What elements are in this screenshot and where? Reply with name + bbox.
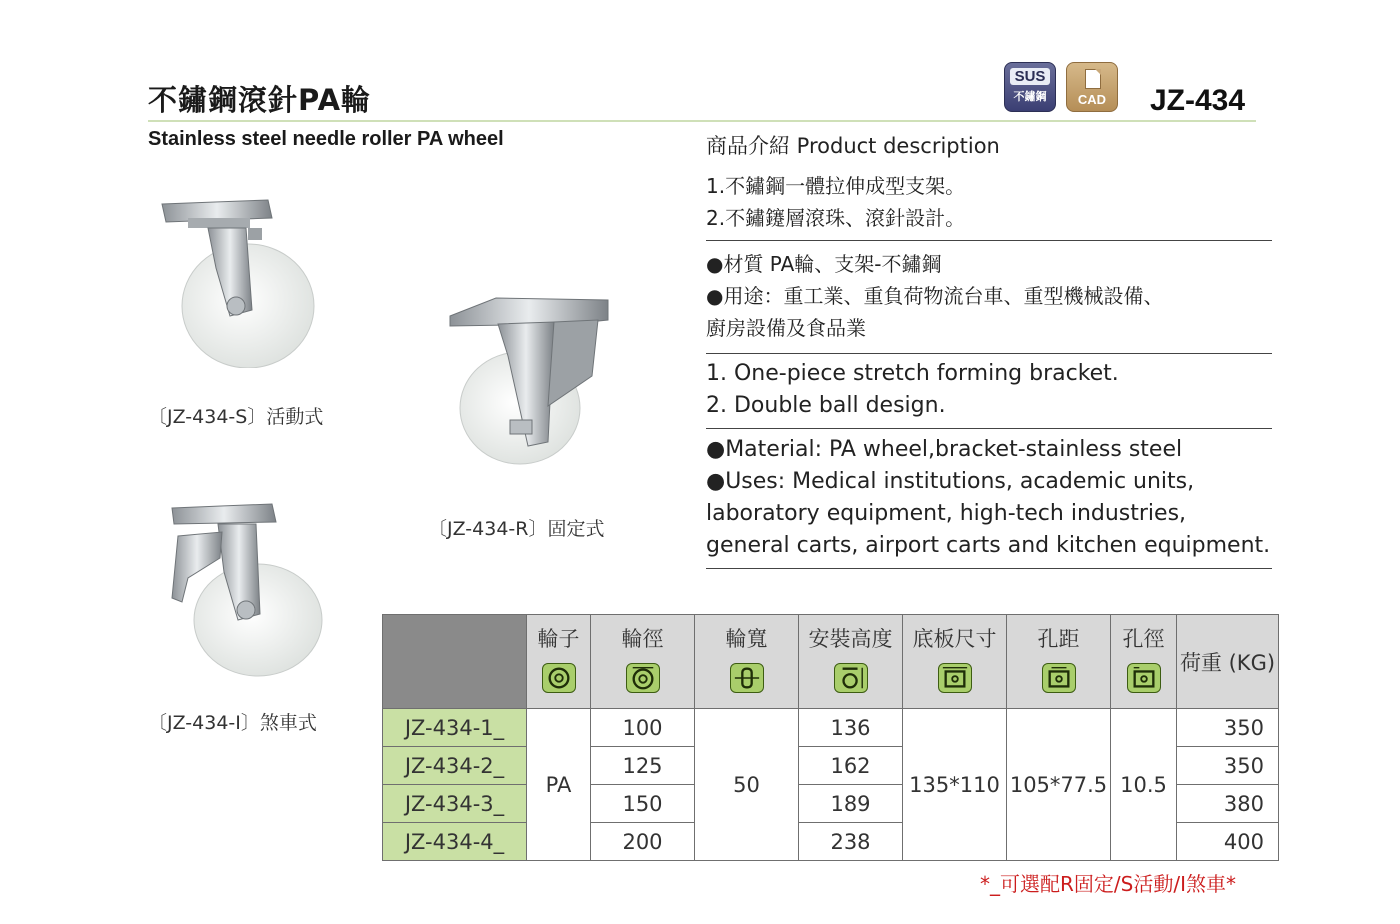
header-label: 荷重 (KG) bbox=[1179, 650, 1276, 675]
model-number: JZ-434 bbox=[1150, 84, 1246, 117]
en-feature-1: 1. One-piece stretch forming bracket. bbox=[706, 361, 1119, 386]
wheel-material-cell: PA bbox=[527, 709, 591, 861]
header-load bbox=[1177, 615, 1279, 709]
hole-spacing-icon bbox=[1042, 663, 1076, 693]
height-cell: 162 bbox=[799, 747, 903, 785]
height-cell: 189 bbox=[799, 785, 903, 823]
model-cell: JZ-434-4_ bbox=[383, 823, 527, 861]
description-heading: 商品介紹 Product description bbox=[706, 134, 1000, 158]
header-diameter bbox=[591, 615, 695, 709]
option-footnote: *_可選配R固定/S活動/I煞車* bbox=[980, 872, 1236, 896]
description-divider bbox=[706, 568, 1272, 569]
height-cell: 136 bbox=[799, 709, 903, 747]
zh-material: ●材質 PA輪、支架-不鏽鋼 bbox=[706, 252, 942, 276]
header-wheel bbox=[527, 615, 591, 709]
header-mount-height bbox=[799, 615, 903, 709]
header-label: 安裝高度 bbox=[808, 627, 893, 651]
table-header-row bbox=[383, 615, 1279, 709]
diameter-cell: 200 bbox=[591, 823, 695, 861]
sus-badge-sublabel: 不鏽鋼 bbox=[1013, 90, 1047, 103]
document-icon bbox=[1085, 69, 1101, 89]
sus-badge-label: SUS bbox=[1010, 68, 1050, 85]
swivel-caster-image bbox=[160, 198, 320, 368]
load-cell: 380 bbox=[1177, 785, 1279, 823]
caption-brake: 〔JZ-434-I〕煞車式 bbox=[148, 712, 317, 734]
hole-diameter-cell: 10.5 bbox=[1111, 709, 1177, 861]
header-label: 底板尺寸 bbox=[912, 627, 997, 651]
en-uses-line-3: general carts, airport carts and kitchen equipment. bbox=[706, 533, 1271, 558]
zh-features bbox=[706, 170, 1272, 234]
load-cell: 400 bbox=[1177, 823, 1279, 861]
brake-caster-image bbox=[164, 502, 328, 678]
en-spec bbox=[706, 434, 1272, 562]
zh-uses-line-1: ●用途：重工業、重負荷物流台車、重型機械設備、 bbox=[706, 284, 1164, 308]
spec-table bbox=[382, 614, 1279, 861]
table-row bbox=[383, 709, 1279, 747]
caption-swivel: 〔JZ-434-S〕活動式 bbox=[148, 406, 324, 428]
header-plate-size bbox=[903, 615, 1007, 709]
model-cell: JZ-434-2_ bbox=[383, 747, 527, 785]
header-width bbox=[695, 615, 799, 709]
header-label: 輪子 bbox=[537, 627, 580, 651]
diameter-cell: 150 bbox=[591, 785, 695, 823]
hole-spacing-cell: 105*77.5 bbox=[1007, 709, 1111, 861]
page-subtitle: Stainless steel needle roller PA wheel bbox=[148, 128, 504, 150]
en-uses-line-1: ●Uses: Medical institutions, academic units, bbox=[706, 469, 1195, 494]
cad-download-button[interactable] bbox=[1066, 62, 1118, 112]
load-cell: 350 bbox=[1177, 709, 1279, 747]
plate-size-icon bbox=[938, 663, 972, 693]
mount-height-icon bbox=[834, 663, 868, 693]
en-features bbox=[706, 358, 1272, 422]
wheel-icon bbox=[542, 663, 576, 693]
header-label: 輪徑 bbox=[621, 627, 664, 651]
page-title: 不鏽鋼滾針PA輪 bbox=[148, 83, 372, 117]
header-label: 孔徑 bbox=[1122, 627, 1165, 651]
cad-label: CAD bbox=[1077, 92, 1107, 107]
caption-rigid: 〔JZ-434-R〕固定式 bbox=[428, 518, 605, 540]
rigid-caster-image bbox=[448, 296, 612, 466]
zh-spec bbox=[706, 248, 1272, 344]
diameter-cell: 100 bbox=[591, 709, 695, 747]
height-cell: 238 bbox=[799, 823, 903, 861]
header-label: 孔距 bbox=[1037, 627, 1080, 651]
wheel-width-icon bbox=[730, 663, 764, 693]
plate-size-cell: 135*110 bbox=[903, 709, 1007, 861]
en-feature-2: 2. Double ball design. bbox=[706, 393, 946, 418]
header-label: 輪寬 bbox=[725, 627, 768, 651]
zh-uses-line-2: 廚房設備及食品業 bbox=[706, 316, 866, 340]
description-divider bbox=[706, 353, 1272, 354]
zh-feature-1: 1.不鏽鋼一體拉伸成型支架。 bbox=[706, 174, 966, 198]
en-material: ●Material: PA wheel,bracket-stainless steel bbox=[706, 437, 1183, 462]
title-divider bbox=[148, 120, 1256, 122]
model-cell: JZ-434-1_ bbox=[383, 709, 527, 747]
width-cell: 50 bbox=[695, 709, 799, 861]
load-cell: 350 bbox=[1177, 747, 1279, 785]
header-hole-spacing bbox=[1007, 615, 1111, 709]
description-divider bbox=[706, 428, 1272, 429]
hole-diameter-icon bbox=[1127, 663, 1161, 693]
model-cell: JZ-434-3_ bbox=[383, 785, 527, 823]
diameter-icon bbox=[626, 663, 660, 693]
table-corner bbox=[383, 615, 527, 709]
zh-feature-2: 2.不鏽鑳層滾珠、滾針設計。 bbox=[706, 206, 966, 230]
diameter-cell: 125 bbox=[591, 747, 695, 785]
header-hole-diameter bbox=[1111, 615, 1177, 709]
description-divider bbox=[706, 240, 1272, 241]
sus-stainless-badge bbox=[1004, 62, 1056, 112]
en-uses-line-2: laboratory equipment, high-tech industries, bbox=[706, 501, 1187, 526]
